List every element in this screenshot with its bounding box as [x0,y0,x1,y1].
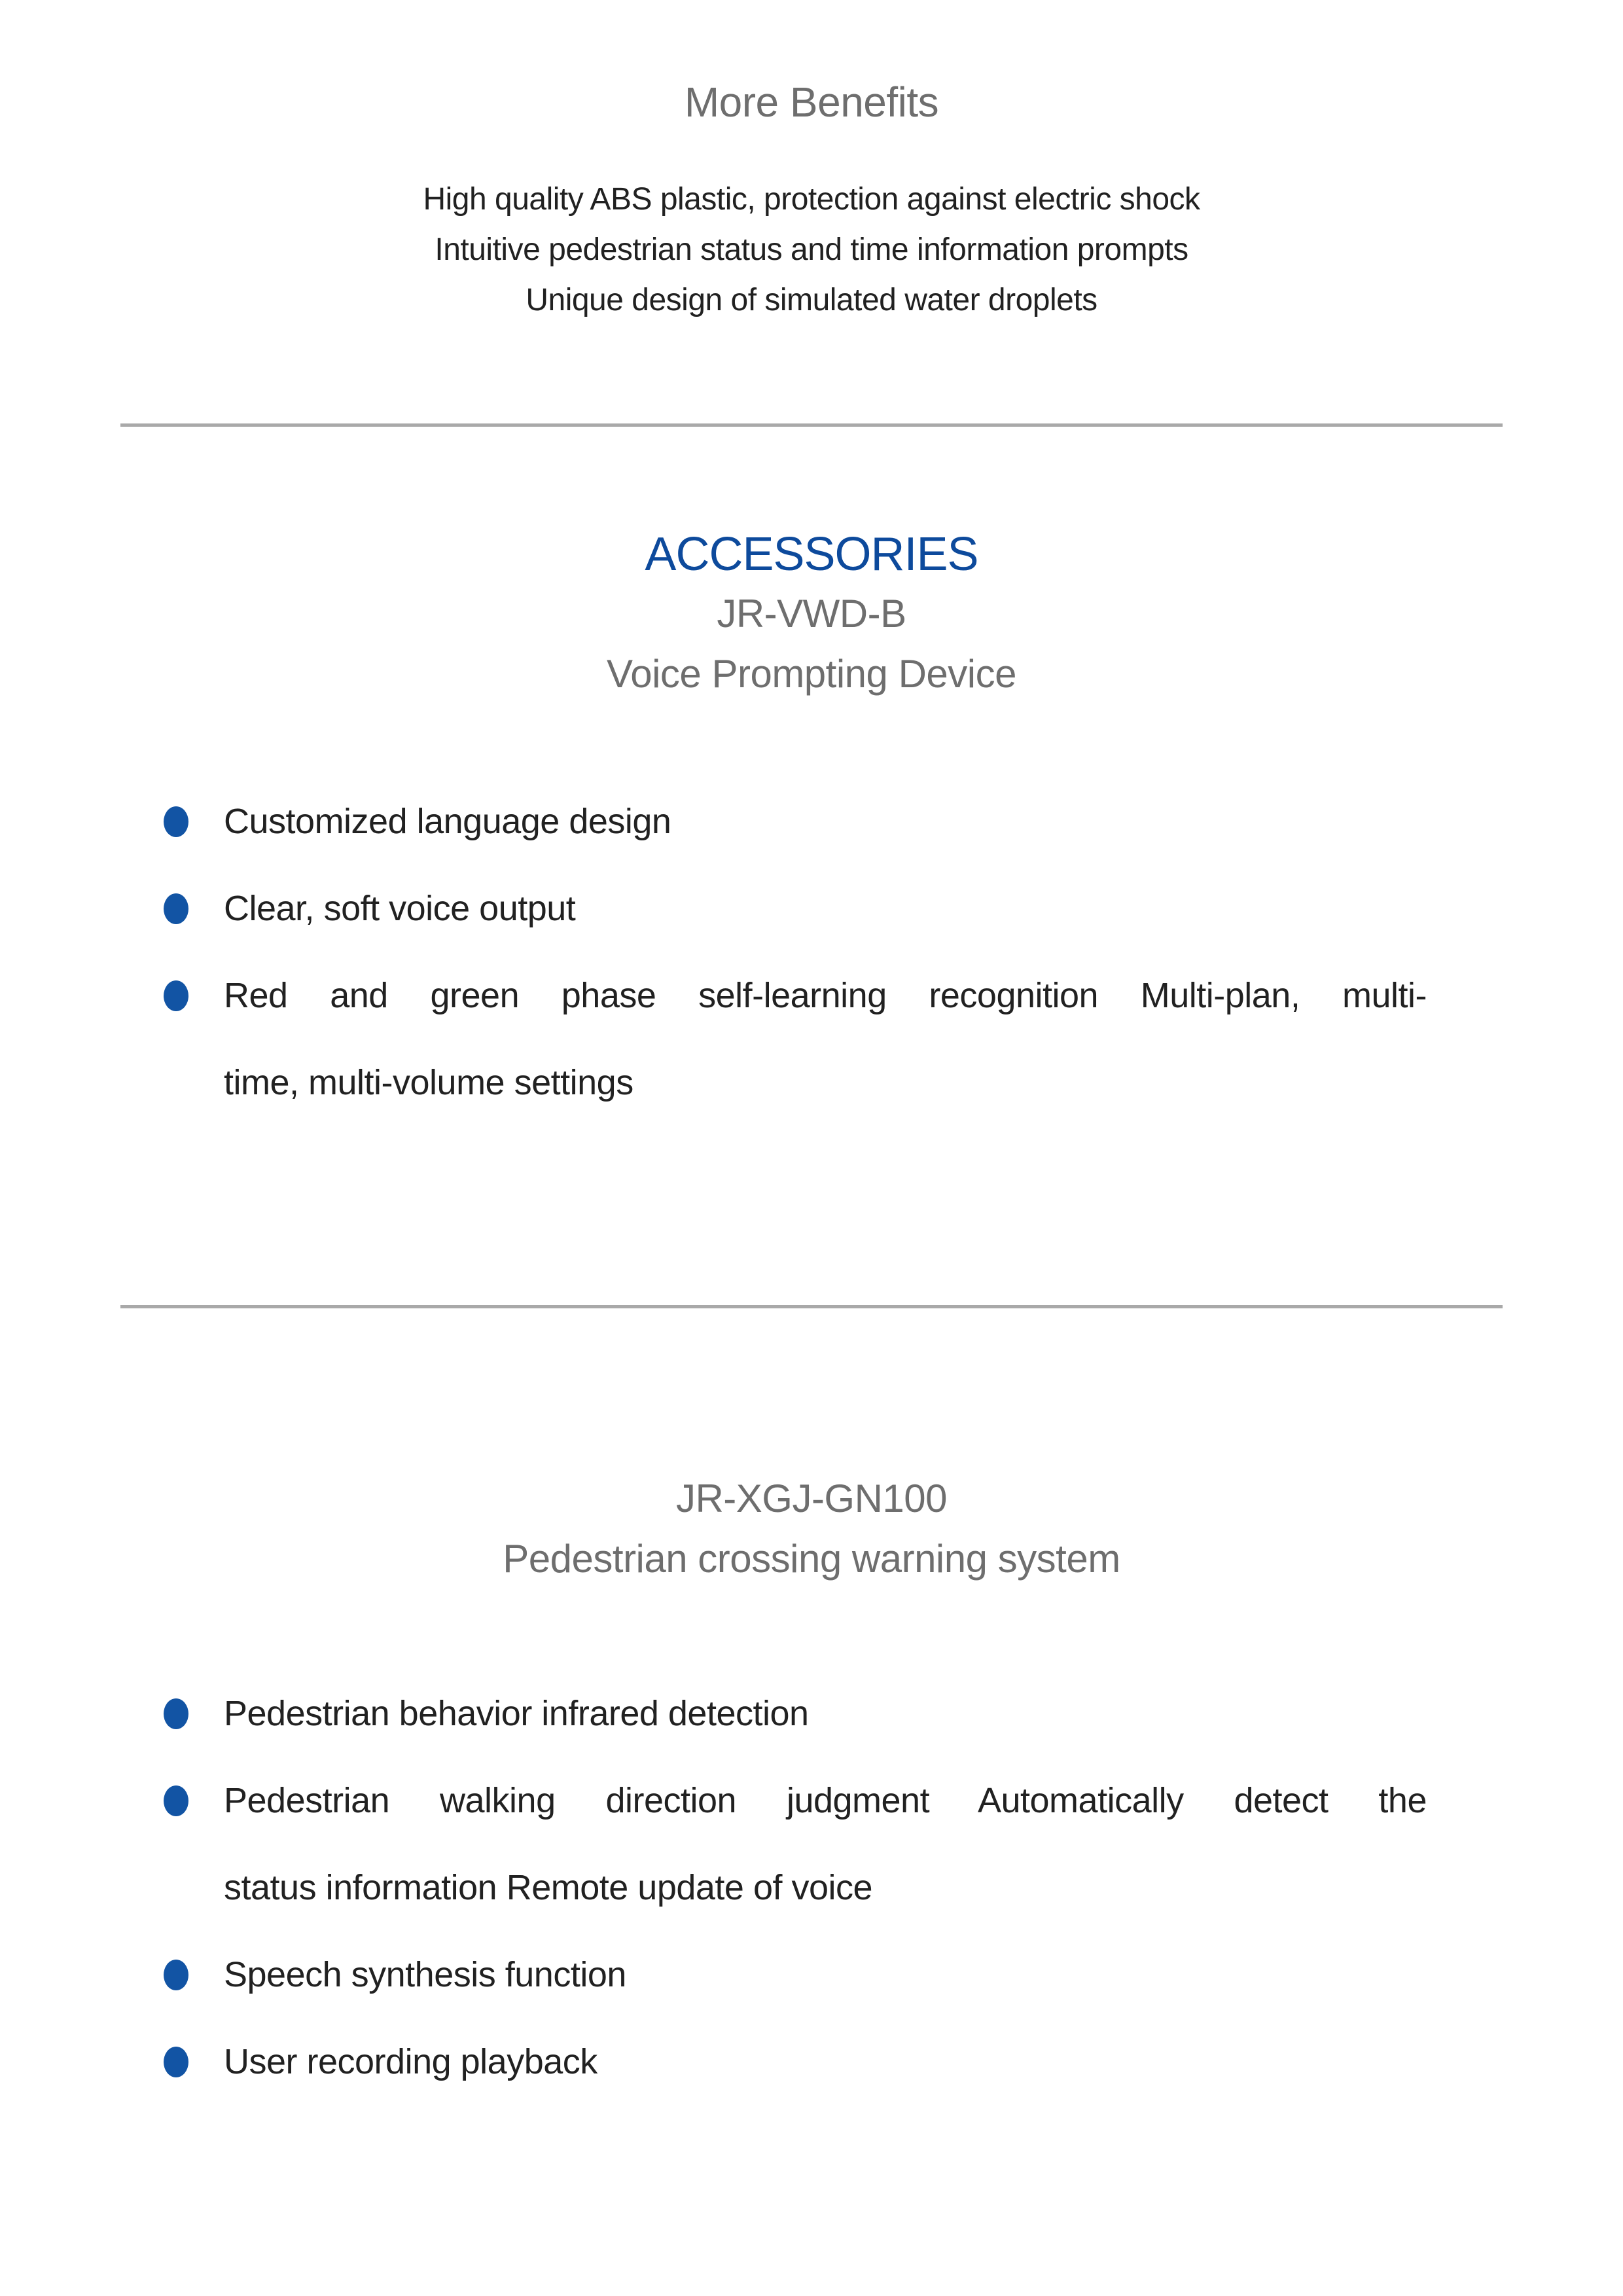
benefit-line: Intuitive pedestrian status and time information prompts [435,232,1188,267]
bullet-icon [164,2047,188,2077]
more-benefits-section [0,77,1623,325]
bullet-icon [164,1698,188,1729]
bullet-icon [164,893,188,924]
feature-item [164,952,1427,1126]
accessories-section [0,525,1623,1126]
feature-line: Customized language design [224,802,671,841]
bullet-icon [164,1785,188,1816]
feature-line: Clear, soft voice output [224,889,576,928]
feature-item [164,1757,1427,1931]
feature-line: Red and green phase self-learning recognition Multi-plan, multi- [224,976,1427,1015]
warning-system-model: JR-XGJ-GN100 [675,1477,948,1520]
feature-line: status information Remote update of voice [224,1868,873,1907]
feature-line: time, multi-volume settings [224,1063,633,1102]
more-benefits-lines [0,174,1623,325]
warning-system-section [0,1469,1623,2106]
feature-item [164,2018,1427,2106]
section-divider [120,1305,1503,1308]
benefit-line: Unique design of simulated water droplets [526,283,1097,317]
bullet-icon [164,806,188,837]
bullet-icon [164,980,188,1011]
feature-item [164,1670,1427,1757]
feature-line: Speech synthesis function [224,1955,626,1994]
warning-system-product-name: Pedestrian crossing warning system [503,1537,1120,1581]
accessories-model: JR-VWD-B [717,592,906,636]
benefit-line: High quality ABS plastic, protection against electric shock [423,182,1200,217]
warning-system-feature-list [164,1670,1427,2106]
feature-line: Pedestrian behavior infrared detection [224,1694,809,1733]
feature-item [164,778,1427,865]
accessories-product-name: Voice Prompting Device [607,652,1016,696]
accessories-feature-list [164,778,1427,1126]
more-benefits-title: More Benefits [684,79,939,126]
feature-item [164,865,1427,952]
feature-line: User recording playback [224,2042,597,2081]
section-divider [120,423,1503,427]
bullet-icon [164,1960,188,1990]
feature-item [164,1931,1427,2018]
feature-line: Pedestrian walking direction judgment Automatically detect the [224,1781,1427,1820]
accessories-title: ACCESSORIES [645,528,978,581]
